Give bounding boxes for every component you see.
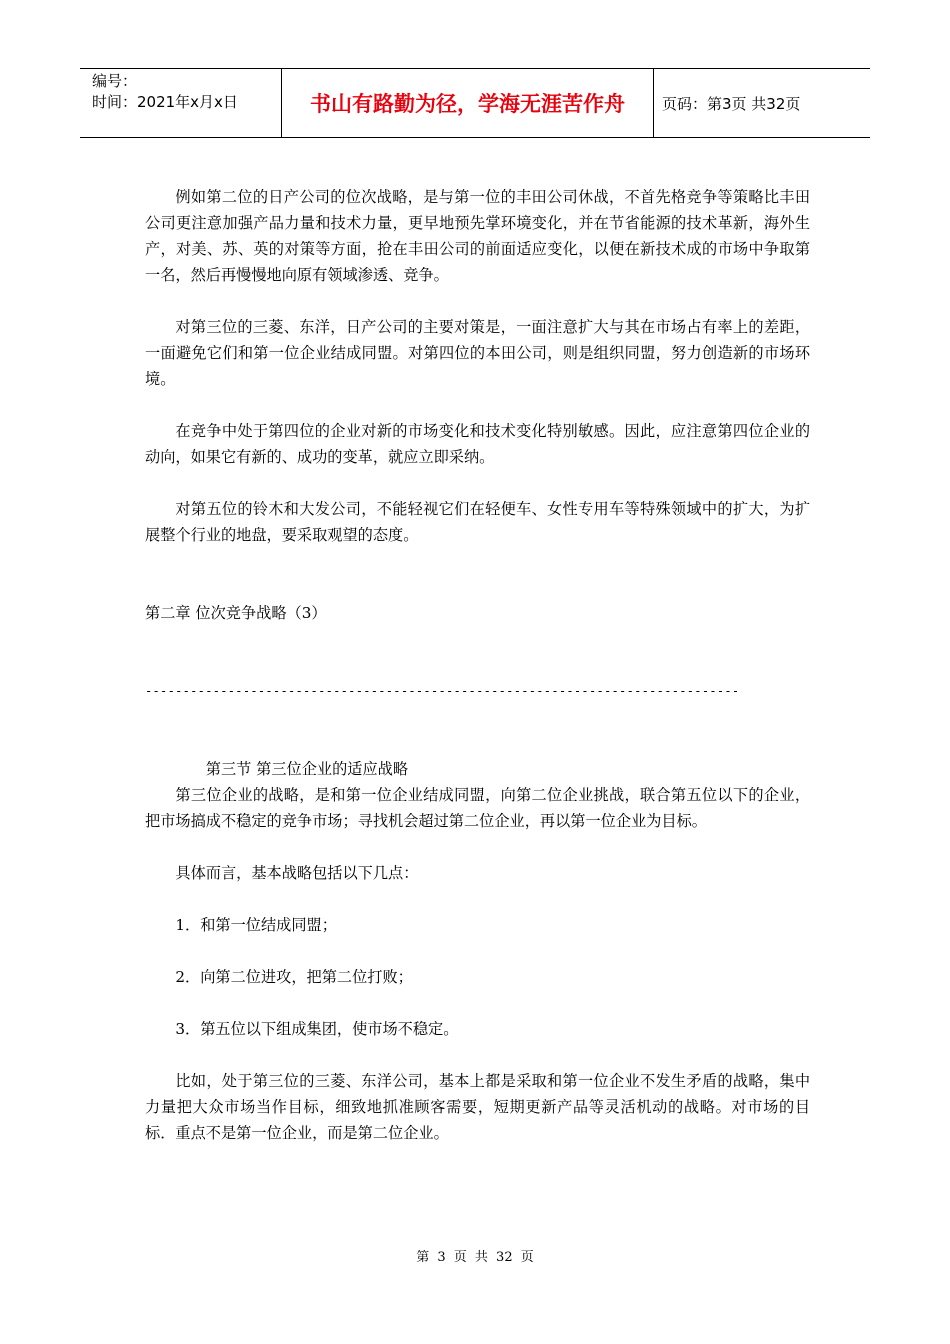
header-motto: 书山有路勤为径，学海无涯苦作舟 — [282, 69, 654, 137]
header-page-info: 页码：第3页 共32页 — [662, 94, 801, 113]
paragraph: 对第三位的三菱、东洋，日产公司的主要对策是，一面注意扩大与其在市场占有率上的差距，一面避免它们和第一位企业结成同盟。对第四位的本田公司，则是组织同盟，努力创造新的市场环境。 — [145, 318, 810, 388]
paragraph: 在竞争中处于第四位的企业对新的市场变化和技术变化特别敏感。因此，应注意第四位企业的动向，如果它有新的、成功的变革，就应立即采纳。 — [145, 422, 810, 466]
paragraph: 对第五位的铃木和大发公司，不能轻视它们在轻便车、女性专用车等特殊领域中的扩大，为扩展整个行业的地盘，要采取观望的态度。 — [145, 500, 810, 544]
page-header — [80, 68, 870, 138]
header-meta-cell — [80, 69, 282, 137]
page-footer: 第 3 页 共 32 页 — [416, 1250, 534, 1265]
document-time-label: 时间：2021年x月x日 — [92, 93, 238, 111]
document-body — [145, 184, 810, 1172]
chapter-heading: 第二章 位次竞争战略（3） — [145, 604, 327, 622]
separator-line: ------------------------------------------------------------------------------- — [145, 684, 740, 698]
paragraph: 第三位企业的战略，是和第一位企业结成同盟，向第二位企业挑战，联合第五位以下的企业，把市场搞成不稳定的竞争市场；寻找机会超过第二位企业，再以第一位企业为目标。 — [145, 786, 810, 830]
document-number-label: 编号： — [92, 72, 138, 90]
paragraph: 比如，处于第三位的三菱、东洋公司，基本上都是采取和第一位企业不发生矛盾的战略，集中力量把大众市场当作目标，细致地抓准顾客需要，短期更新产品等灵活机动的战略。对市场的目标．重点不是第一位企业，而是第二位企业。 — [145, 1072, 810, 1142]
paragraph: 具体而言，基本战略包括以下几点： — [175, 864, 419, 882]
list-item: 3．第五位以下组成集团，使市场不稳定。 — [175, 1020, 459, 1038]
paragraph: 例如第二位的日产公司的位次战略，是与第一位的丰田公司休战，不首先格竞争等策略比丰田公司更注意加强产品力量和技术力量，更早地预先掌环境变化，并在节省能源的技术革新，海外生产，对美、苏、英的对策等方面，抢在丰田公司的前面适应变化，以便在新技术成的市场中争取第一名，然后再慢慢地向原有领域渗透、竞争。 — [145, 188, 810, 284]
list-item: 2．向第二位进攻，把第二位打败； — [175, 968, 413, 986]
list-item: 1．和第一位结成同盟； — [175, 916, 337, 934]
section-heading: 第三节 第三位企业的适应战略 — [205, 760, 409, 778]
